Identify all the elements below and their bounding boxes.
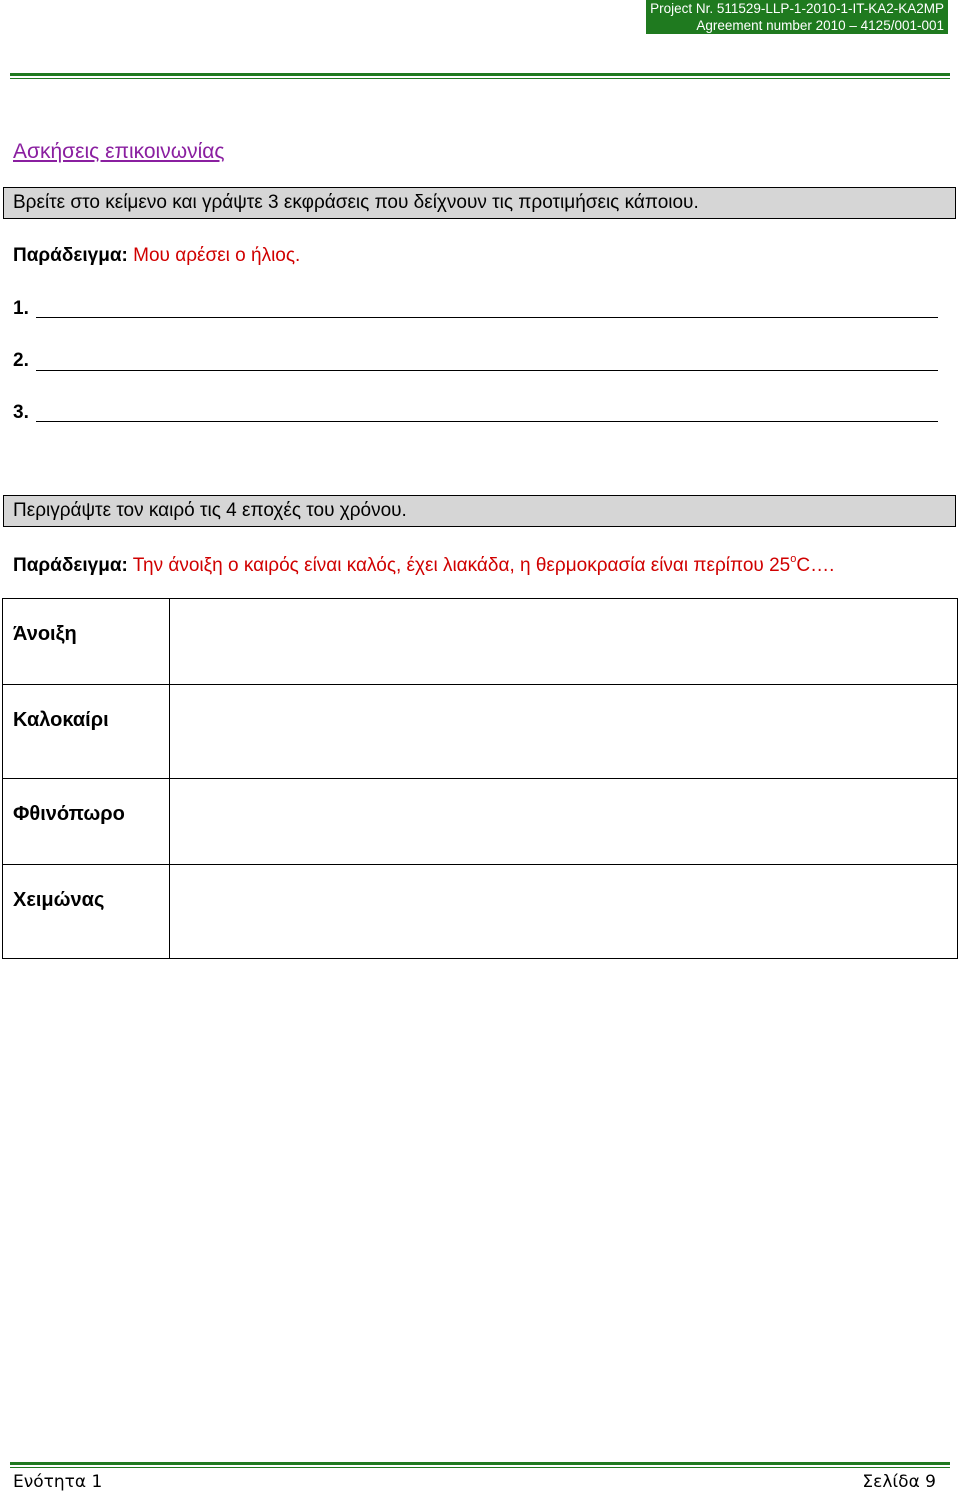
example-text-main: Την άνοιξη ο καιρός είναι καλός, έχει λιακάδα, η θερμοκρασία είναι περίπου 25 [132,555,791,576]
table-row [3,779,958,865]
answer-line-3-number: 3. [13,402,29,423]
table-row [3,599,958,685]
project-number: Project Nr. 511529-LLP-1-2010-1-IT-KA2-KA2MP [650,1,944,16]
project-header [646,0,948,34]
answer-line-3[interactable] [36,421,938,422]
example-label: Παράδειγμα: [13,555,128,576]
season-autumn-answer-cell[interactable] [170,779,958,865]
example-label: Παράδειγμα: [13,245,128,266]
header-rule-thick [10,73,950,76]
answer-line-1-number: 1. [13,298,29,319]
season-winter-answer-cell[interactable] [170,865,958,959]
footer-unit: Ενότητα 1 [13,1472,103,1492]
season-spring-answer-cell[interactable] [170,599,958,685]
footer-rule-thin [10,1467,950,1468]
exercise2-instruction: Περιγράψτε τον καιρό τις 4 εποχές του χρόνου. [3,495,956,527]
answer-line-1[interactable] [36,317,938,318]
agreement-number: Agreement number 2010 – 4125/001-001 [696,18,944,33]
table-row [3,685,958,779]
season-summer-answer-cell[interactable] [170,685,958,779]
season-spring-label: Άνοιξη [3,599,170,685]
table-row [3,865,958,959]
season-winter-label: Χειμώνας [3,865,170,959]
example-text: Μου αρέσει ο ήλιος. [133,245,301,266]
seasons-table [2,598,958,959]
answer-line-2-number: 2. [13,350,29,371]
footer-page-number: Σελίδα 9 [862,1472,936,1492]
header-rule-thin [10,78,950,79]
exercise2-example [13,553,834,577]
footer-rule-thick [10,1462,950,1465]
page-title: Ασκήσεις επικοινωνίας [13,140,225,163]
example-text-end: C…. [796,555,835,576]
answer-line-2[interactable] [36,370,938,371]
exercise1-instruction: Βρείτε στο κείμενο και γράψτε 3 εκφράσεις που δείχνουν τις προτιμήσεις κάποιου. [3,187,956,219]
season-summer-label: Καλοκαίρι [3,685,170,779]
season-autumn-label: Φθινόπωρο [3,779,170,865]
exercise1-example [13,245,300,267]
degree-superscript: ο [790,553,797,565]
example-text [133,555,835,576]
